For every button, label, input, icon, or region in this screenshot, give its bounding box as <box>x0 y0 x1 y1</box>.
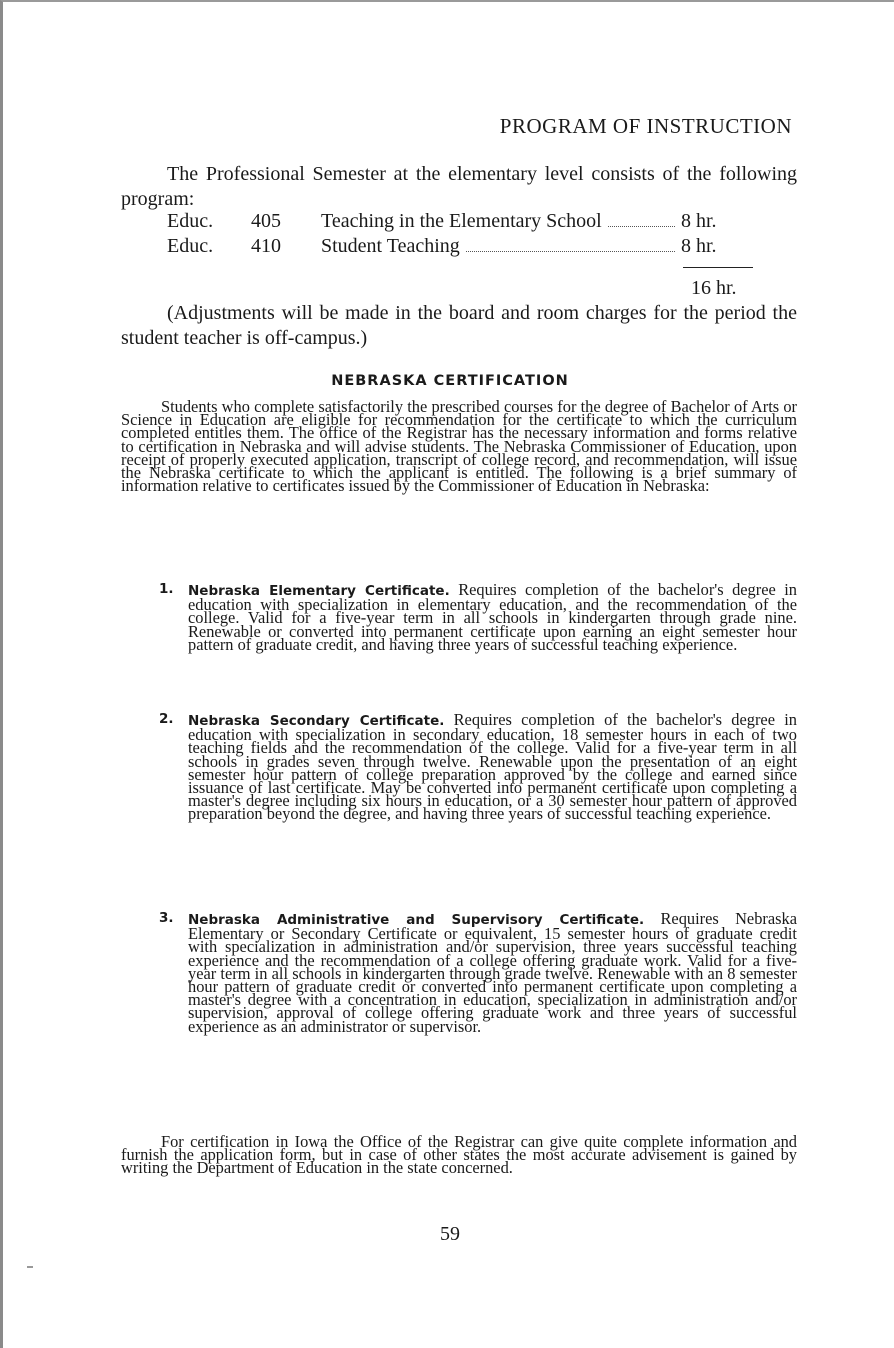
course-number: 405 <box>251 210 281 232</box>
course-title-cell <box>321 234 681 259</box>
course-title: Teaching in the Elementary School <box>321 210 602 232</box>
item-text: Requires completion of the bachelor's degree in education with specialization in secondary education, 18 semester hours in each of two teaching fields and the recommendation of the college. Valid for a five-year term in all schools in grades seven through twelve. Renewable upon the presentation of an eight semester hour pattern of college preparation approved by the college and earned since issuance of last certificate. May be converted into permanent certificate upon completing a master's degree including six hours in education, or a 30 semester hour pattern of approved preparation beyond the degree, and having three years of successful teaching experience. <box>188 710 797 824</box>
item-body <box>188 580 797 654</box>
course-list <box>167 209 757 259</box>
certificate-item <box>159 909 797 1036</box>
page-number: 59 <box>440 1223 460 1245</box>
course-title-cell <box>321 209 681 234</box>
item-title: Nebraska Elementary Certificate. <box>188 583 450 599</box>
certificate-item <box>159 580 797 654</box>
iowa-note: For certification in Iowa the Office of the Registrar can give quite complete information and furnish the application form, but in case of other states the most accurate advisement is gained by writing the Department of Education in the state concerned. <box>121 1132 797 1178</box>
item-body <box>188 909 797 1036</box>
item-text: Requires completion of the bachelor's degree in education with specialization in elementary education, and the recommendation of the college. Valid for a five-year term in all schools in kindergarten through grade nine. Renewable or converted into permanent certificate upon earning an eight semester hour pattern of graduate credit, and having three years of successful teaching experience. <box>188 580 797 654</box>
adjustment-note: (Adjustments will be made in the board and room charges for the period the student teacher is off-campus.) <box>121 302 797 349</box>
course-dept: Educ. <box>167 235 214 257</box>
item-number: 1. <box>159 581 174 597</box>
total-rule <box>683 267 753 268</box>
dot-leader <box>608 209 675 227</box>
running-head: PROGRAM OF INSTRUCTION <box>499 114 792 138</box>
total-hours: 16 hr. <box>691 277 737 299</box>
certification-intro: Students who complete satisfactorily the prescribed courses for the degree of Bachelor of Arts or Science in Education are eligible for recommendation for the certificate to which the curriculum completed entitles them. The office of the Registrar has the necessary information and forms relative to certification in Nebraska and will advise students. The Nebraska Commissioner of Education, upon receipt of properly executed application, transcript of college record, and recommendation, will issue the Nebraska certificate to which the applicant is entitled. The following is a brief summary of information relative to certificates issued by the Commissioner of Education in Nebraska: <box>121 397 797 496</box>
course-hours: 8 hr. <box>681 210 717 232</box>
list-item <box>159 710 797 824</box>
dot-leader <box>466 234 675 252</box>
item-text: Requires Nebraska Elementary or Secondary Certificate or equivalent, 15 semester hours of graduate credit with specialization in administration and/or supervision, three years successful teaching experience and the recommendation of a college offering graduate work. Valid for a five-year term in all schools in kindergarten through grade twelve. Renewable with an 8 semester hour pattern of graduate credit or converted into permanent certificate upon completing a master's degree with a concentration in education, specialization in administration and/or supervision, approval of college offering graduate work and three years of successful experience as an administrator or supervisor. <box>188 909 797 1036</box>
section-heading: NEBRASKA CERTIFICATION <box>331 373 569 389</box>
item-body <box>188 710 797 824</box>
course-number: 410 <box>251 235 281 257</box>
item-number: 3. <box>159 910 174 926</box>
list-item <box>159 580 797 654</box>
course-dept: Educ. <box>167 210 214 232</box>
course-title: Student Teaching <box>321 235 460 257</box>
scan-mark <box>27 1266 33 1268</box>
item-title: Nebraska Secondary Certificate. <box>188 713 445 729</box>
program-intro: The Professional Semester at the elementary level consists of the following program: <box>121 163 797 210</box>
item-number: 2. <box>159 711 174 727</box>
course-row <box>167 209 757 234</box>
course-hours: 8 hr. <box>681 235 717 257</box>
certificate-item <box>159 710 797 824</box>
item-title: Nebraska Administrative and Supervisory Certificate. <box>188 912 645 928</box>
list-item <box>159 909 797 1036</box>
course-row <box>167 234 757 259</box>
